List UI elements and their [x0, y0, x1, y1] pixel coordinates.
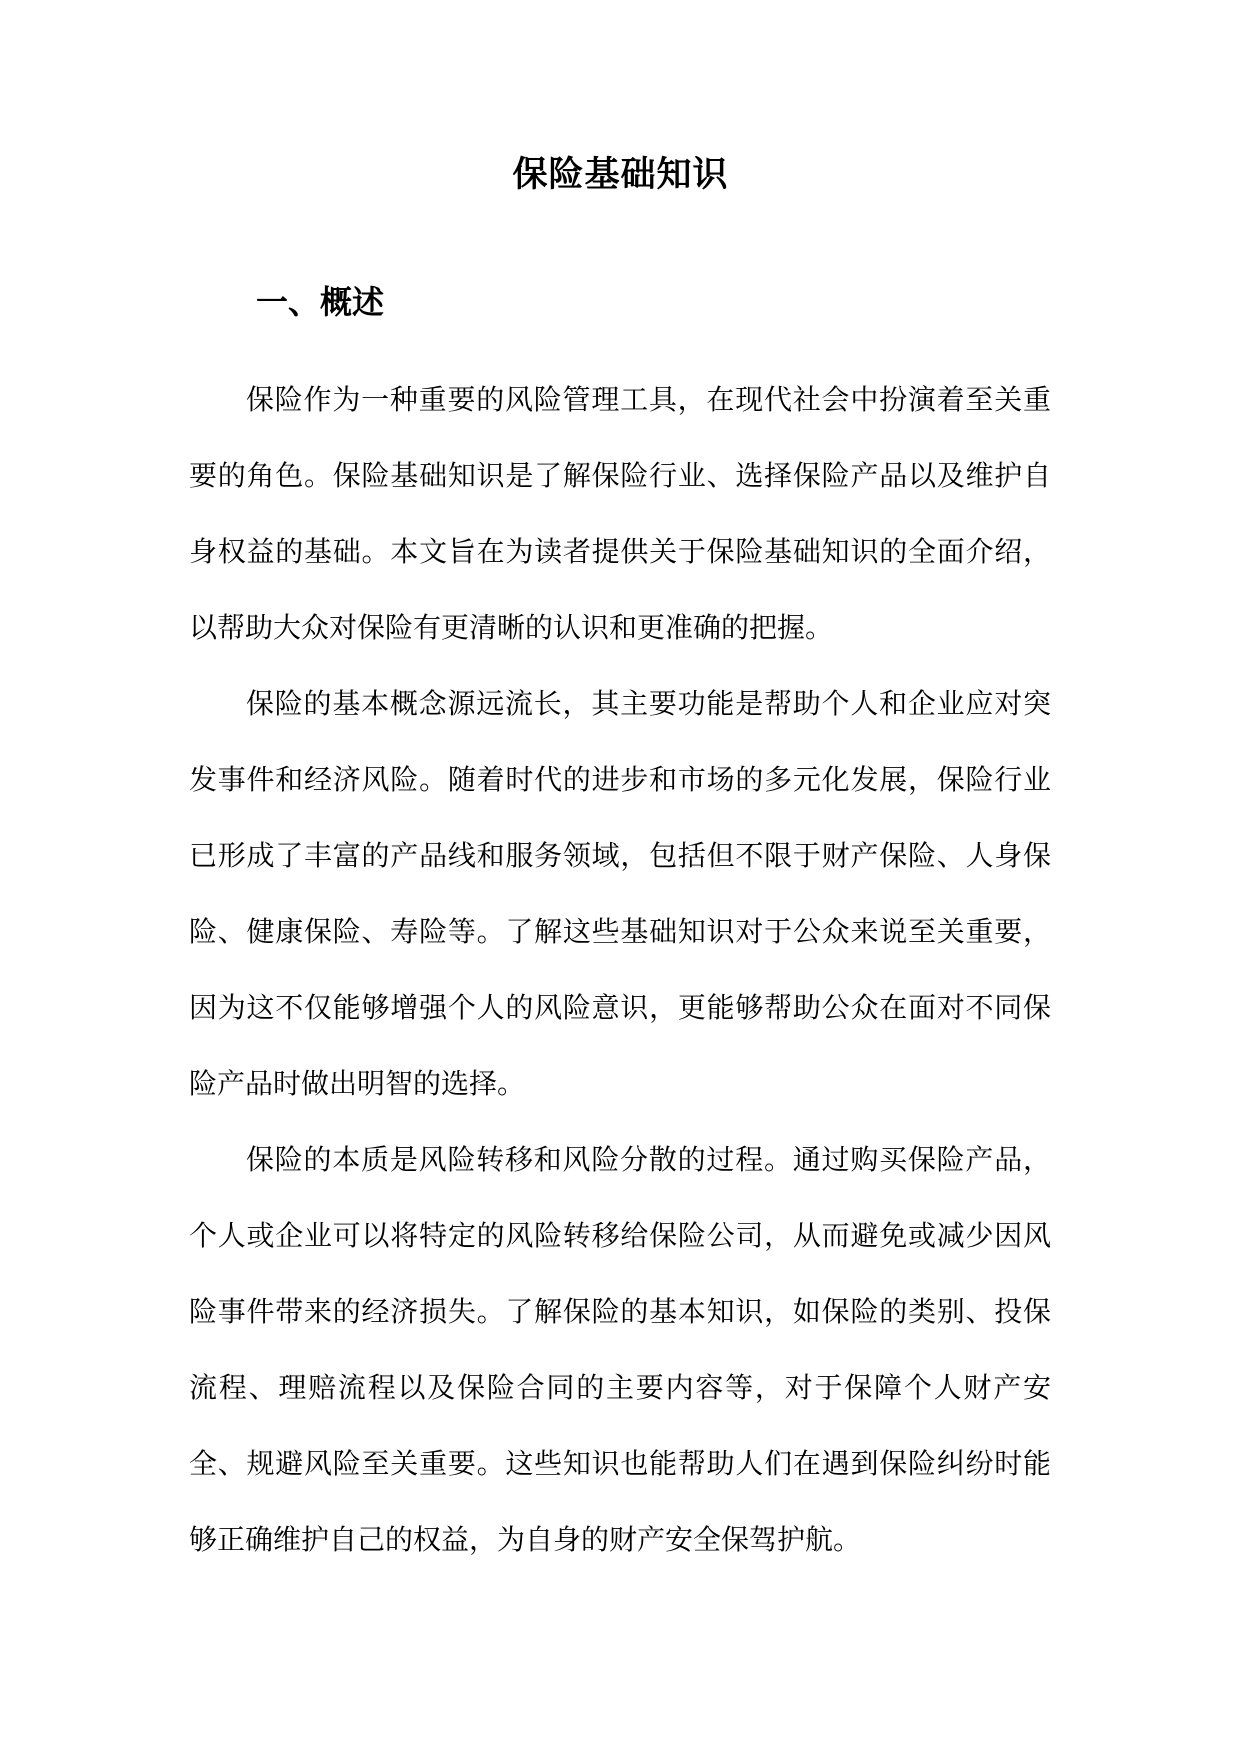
page-title: 保险基础知识 — [512, 154, 729, 195]
body-text — [189, 362, 1051, 1578]
section-heading: 一、概述 — [256, 283, 385, 321]
paragraph-2: 保险的基本概念源远流长，其主要功能是帮助个人和企业应对突发事件和经济风险。随着时代的进步和市场的多元化发展，保险行业已形成了丰富的产品线和服务领域，包括但不限于财产保险、人身保险、健康保险、寿险等。了解这些基础知识对于公众来说至关重要，因为这不仅能够增强个人的风险意识，更能够帮助公众在面对不同保险产品时做出明智的选择。 — [189, 687, 1051, 1100]
paragraph-3: 保险的本质是风险转移和风险分散的过程。通过购买保险产品，个人或企业可以将特定的风险转移给保险公司，从而避免或减少因风险事件带来的经济损失。了解保险的基本知识，如保险的类别、投保流程、理赔流程以及保险合同的主要内容等，对于保障个人财产安全、规避风险至关重要。这些知识也能帮助人们在遇到保险纠纷时能够正确维护自己的权益，为自身的财产安全保驾护航。 — [189, 1143, 1051, 1556]
paragraph-1: 保险作为一种重要的风险管理工具，在现代社会中扮演着至关重要的角色。保险基础知识是了解保险行业、选择保险产品以及维护自身权益的基础。本文旨在为读者提供关于保险基础知识的全面介绍，以帮助大众对保险有更清晰的认识和更准确的把握。 — [189, 383, 1051, 644]
